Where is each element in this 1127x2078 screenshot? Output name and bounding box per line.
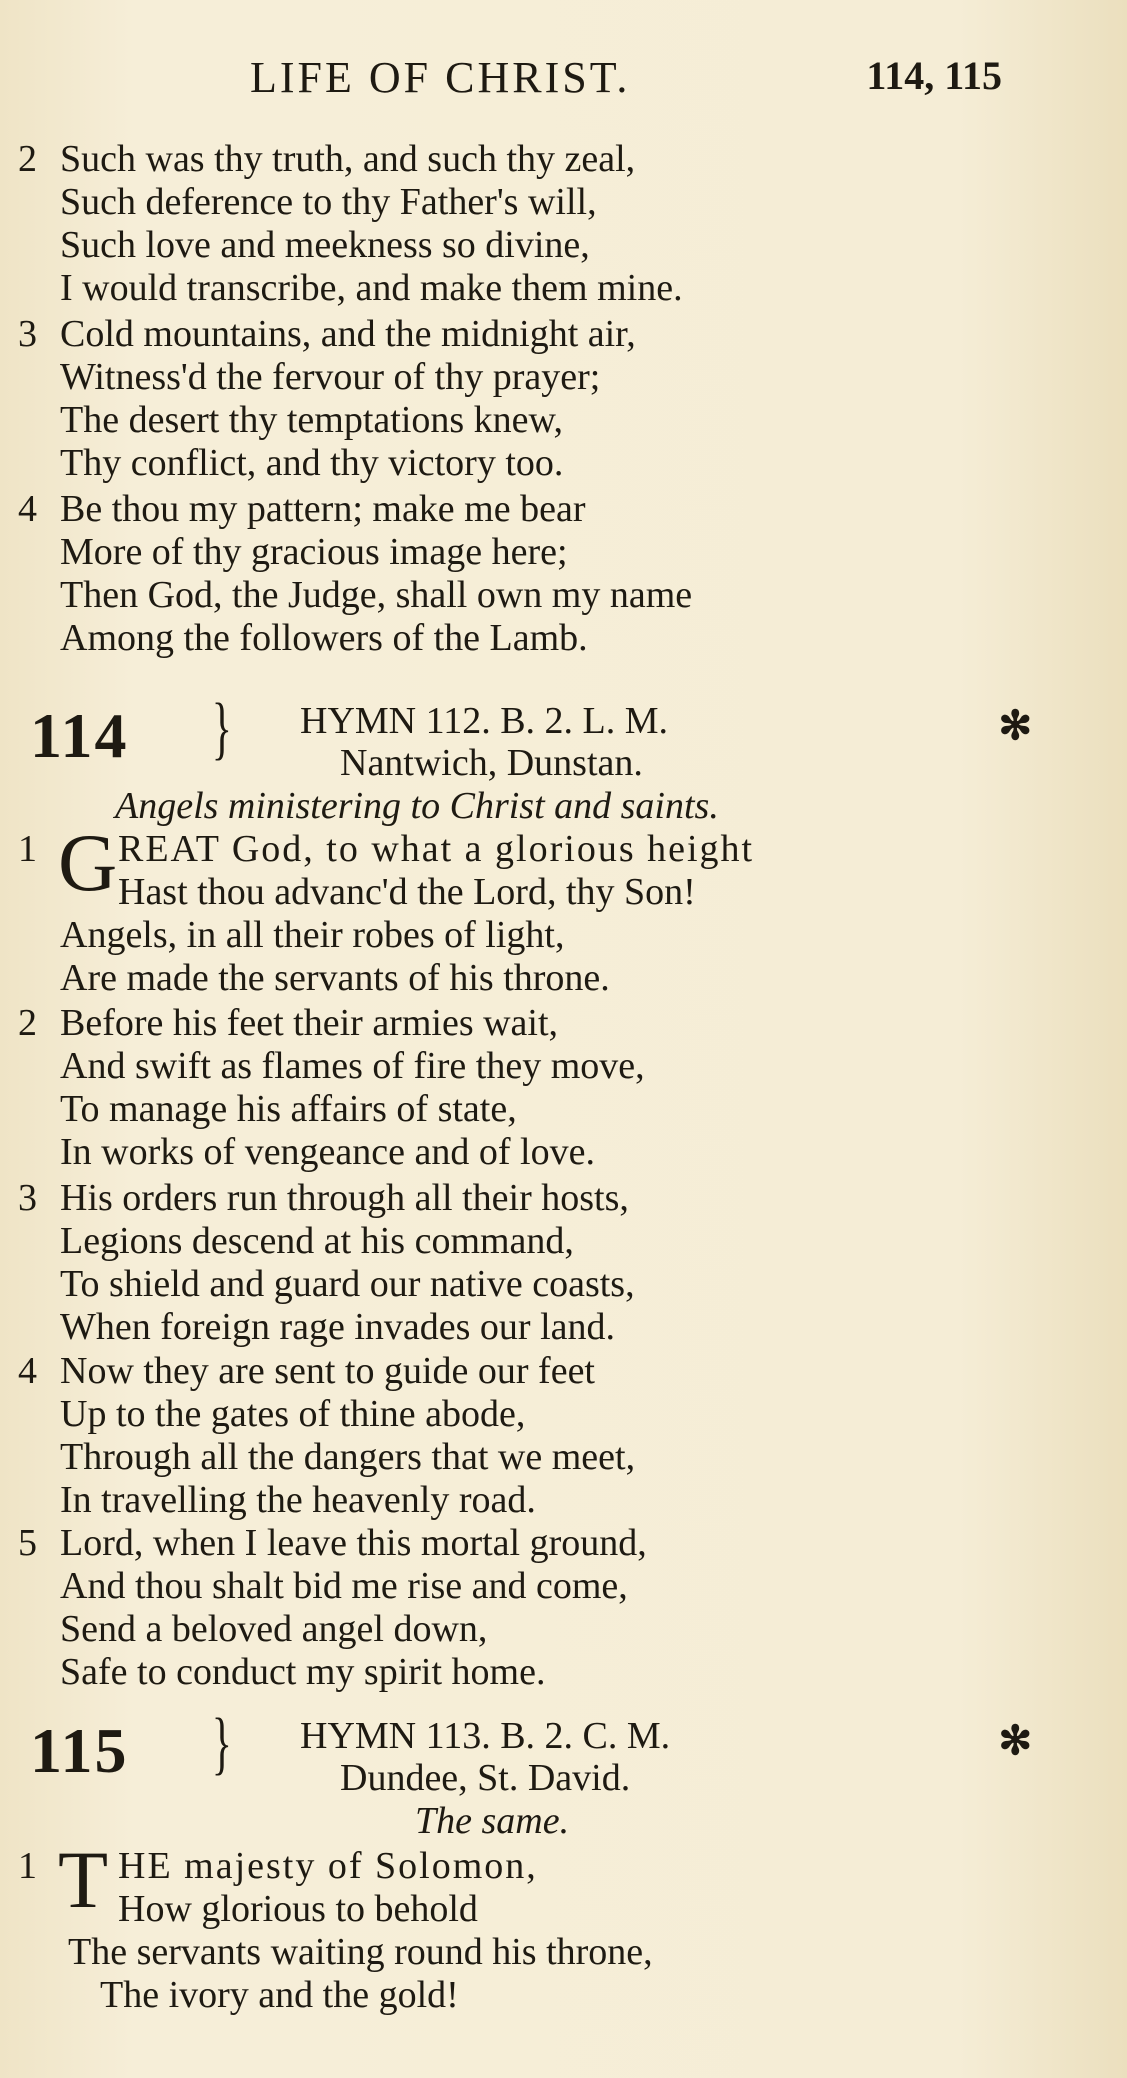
verse-line: In works of vengeance and of love.	[60, 1131, 595, 1173]
verse-line: Send a beloved angel down,	[60, 1608, 488, 1650]
verse-line: More of thy gracious image here;	[60, 531, 568, 573]
stanza-number: 2	[18, 138, 37, 180]
verse-line: The ivory and the gold!	[100, 1974, 459, 2016]
verse-line: And swift as flames of fire they move,	[60, 1045, 645, 1087]
stanza-number: 3	[18, 313, 37, 355]
hymn-meta: HYMN 112. B. 2. L. M.	[300, 700, 669, 742]
asterism-icon: ✻	[998, 703, 1032, 748]
stanza	[0, 488, 1127, 660]
verse-line: In travelling the heavenly road.	[60, 1479, 536, 1521]
verse-line: I would transcribe, and make them mine.	[60, 267, 683, 309]
verse-line: Lord, when I leave this mortal ground,	[60, 1522, 647, 1564]
verse-line: Among the followers of the Lamb.	[60, 617, 588, 659]
verse-line: The servants waiting round his throne,	[68, 1931, 653, 1973]
page-title: LIFE OF CHRIST.	[250, 53, 631, 102]
hymn-meta: HYMN 113. B. 2. C. M.	[300, 1715, 671, 1757]
drop-cap: T	[58, 1834, 109, 1925]
verse-line: When foreign rage invades our land.	[60, 1306, 616, 1348]
hymn-subject: The same.	[415, 1800, 570, 1842]
page-numbers: 114, 115	[866, 53, 1002, 98]
verse-line: Safe to conduct my spirit home.	[60, 1651, 546, 1693]
hymn-number: 115	[30, 1715, 129, 1786]
hymn-number: 114	[30, 700, 129, 771]
stanza	[0, 1002, 1127, 1174]
verse-line: Witness'd the fervour of thy prayer;	[60, 356, 601, 398]
stanza	[0, 817, 1127, 1000]
stanza-number: 2	[18, 1002, 37, 1044]
verse-line: Such deference to thy Father's will,	[60, 181, 597, 223]
stanza-number: 5	[18, 1522, 37, 1564]
brace-icon: }	[211, 1705, 232, 1782]
verse-line: Hast thou advanc'd the Lord, thy Son!	[118, 871, 696, 913]
running-header	[0, 52, 1127, 108]
hymn-subject: Angels ministering to Christ and saints.	[115, 785, 719, 827]
tune-names: Dundee, St. David.	[340, 1757, 631, 1799]
verse-line: Up to the gates of thine abode,	[60, 1393, 526, 1435]
drop-cap: G	[58, 817, 118, 908]
stanza	[0, 1177, 1127, 1349]
brace-icon: }	[211, 690, 232, 767]
verse-line: To shield and guard our native coasts,	[60, 1263, 635, 1305]
stanza	[0, 313, 1127, 485]
stanza	[0, 1834, 1127, 2017]
verse-line: HE majesty of Solomon,	[118, 1845, 538, 1887]
stanza-number: 1	[18, 828, 37, 870]
verse-line: Through all the dangers that we meet,	[60, 1436, 636, 1478]
verse-line: REAT God, to what a glorious height	[118, 828, 755, 870]
stanza-number: 1	[18, 1845, 37, 1887]
verse-line: His orders run through all their hosts,	[60, 1177, 629, 1219]
verse-line: Such love and meekness so divine,	[60, 224, 590, 266]
asterism-icon: ✻	[998, 1718, 1032, 1763]
verse-line: Angels, in all their robes of light,	[60, 914, 565, 956]
verse-line: Then God, the Judge, shall own my name	[60, 574, 693, 616]
stanza-number: 3	[18, 1177, 37, 1219]
verse-line: How glorious to behold	[118, 1888, 478, 1930]
verse-line: Legions descend at his command,	[60, 1220, 574, 1262]
verse-line: Cold mountains, and the midnight air,	[60, 313, 636, 355]
verse-line: Thy conflict, and thy victory too.	[60, 442, 564, 484]
verse-line: To manage his affairs of state,	[60, 1088, 517, 1130]
verse-line: The desert thy temptations knew,	[60, 399, 564, 441]
verse-line: And thou shalt bid me rise and come,	[60, 1565, 628, 1607]
verse-line: Are made the servants of his throne.	[60, 957, 610, 999]
verse-line: Before his feet their armies wait,	[60, 1002, 559, 1044]
verse-line: Be thou my pattern; make me bear	[60, 488, 586, 530]
stanza	[0, 138, 1127, 310]
stanza-number: 4	[18, 488, 37, 530]
verse-line: Such was thy truth, and such thy zeal,	[60, 138, 636, 180]
tune-names: Nantwich, Dunstan.	[340, 742, 643, 784]
verse-line: Now they are sent to guide our feet	[60, 1350, 595, 1392]
stanza-number: 4	[18, 1350, 37, 1392]
stanza	[0, 1350, 1127, 1522]
stanza	[0, 1522, 1127, 1694]
